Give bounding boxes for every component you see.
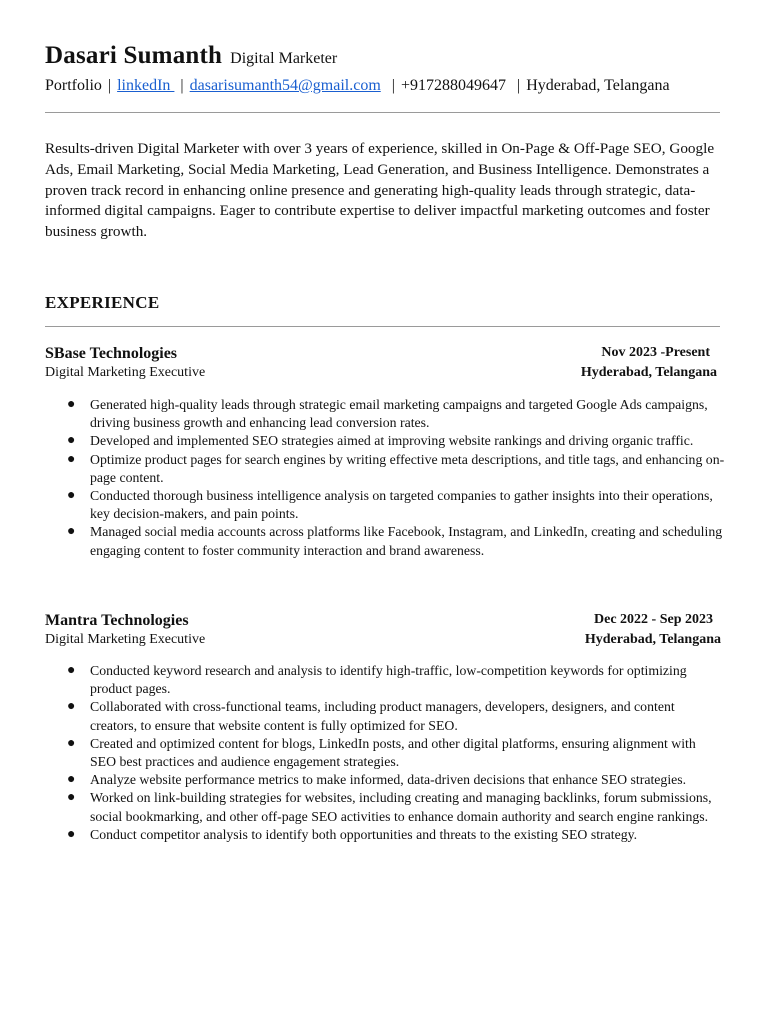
separator: | <box>391 77 395 94</box>
list-item <box>45 432 725 450</box>
bullet-icon: ● <box>67 397 76 412</box>
bullet-icon: ● <box>67 790 76 806</box>
location: Hyderabad, Telangana <box>526 77 670 94</box>
list-item <box>45 735 725 771</box>
bullet-icon: ● <box>67 735 76 751</box>
separator: | <box>107 77 112 94</box>
job-location: Hyderabad, Telangana <box>580 365 717 380</box>
job-subheader-row <box>45 632 725 652</box>
job-role: Digital Marketing Executive <box>45 632 206 647</box>
company-name: SBase Technologies <box>45 345 178 362</box>
bullet-text: Created and optimized content for blogs, LinkedIn posts, and other digital platforms, ensuring alignment with SEO best practices and audience engagement strategies. <box>90 735 696 770</box>
job-bullet-list <box>45 662 725 844</box>
job-entry <box>45 345 725 558</box>
candidate-title: Digital Marketer <box>230 50 338 67</box>
list-item <box>45 698 725 734</box>
list-item <box>45 789 725 825</box>
candidate-name: Dasari Sumanth <box>45 42 223 69</box>
job-bullet-list <box>45 396 725 560</box>
bullet-text: Optimize product pages for search engines by writing effective meta descriptions, and title tags, and enhancing on-page content. <box>90 451 725 485</box>
list-item <box>45 771 725 789</box>
bullet-icon: ● <box>67 826 76 842</box>
bullet-icon: ● <box>67 524 76 540</box>
job-entry <box>45 612 725 842</box>
bullet-icon: ● <box>67 663 76 678</box>
bullet-text: Analyze website performance metrics to make informed, data-driven decisions that enhance SEO strategies. <box>90 772 687 788</box>
contact-line <box>45 77 670 95</box>
job-dates: Nov 2023 -Present <box>601 345 710 360</box>
job-dates: Dec 2022 - Sep 2023 <box>594 612 713 627</box>
bullet-text: Developed and implemented SEO strategies aimed at improving website rankings and driving organic traffic. <box>90 433 694 449</box>
experience-divider <box>45 326 720 327</box>
list-item <box>45 662 725 698</box>
bullet-icon: ● <box>67 433 76 449</box>
job-subheader-row <box>45 365 725 385</box>
job-role: Digital Marketing Executive <box>45 365 206 380</box>
email-link[interactable]: dasarisumanth54@gmail.com <box>189 77 381 94</box>
bullet-icon: ● <box>67 451 76 467</box>
bullet-icon: ● <box>67 772 76 788</box>
experience-heading: EXPERIENCE <box>45 293 160 312</box>
bullet-icon: ● <box>67 699 76 715</box>
list-item <box>45 826 725 844</box>
professional-summary: Results-driven Digital Marketer with over 3 years of experience, skilled in On-Page & Off-Page SEO, Google Ads, Email Marketing, Social Media Marketing, Lead Generation, and Business Intelligence. Demonstrates a proven track record in enhancing online presence and generating high-quality leads through strategic, data-informed digital campaigns. Eager to contribute expertise to deliver impactful marketing outcomes and foster business growth. <box>45 140 715 241</box>
list-item <box>45 396 725 432</box>
name-title-line <box>45 42 337 70</box>
bullet-text: Conducted thorough business intelligence analysis on targeted companies to gather insights into their operations, key decision-makers, and pain points. <box>90 488 713 522</box>
job-header-row <box>45 345 725 365</box>
separator: | <box>517 77 521 94</box>
list-item <box>45 451 725 487</box>
bullet-text: Worked on link-building strategies for websites, including creating and managing backlinks, forum submissions, social bookmarking, and other off-page SEO activities to enhance domain authority and search engine rankings. <box>90 790 712 824</box>
linkedin-link[interactable]: linkedIn <box>117 77 175 94</box>
job-location: Hyderabad, Telangana <box>584 632 721 647</box>
bullet-icon: ● <box>67 488 76 504</box>
bullet-text: Conducted keyword research and analysis to identify high-traffic, low-competition keywords for optimizing product pages. <box>90 663 687 697</box>
company-name: Mantra Technologies <box>45 612 189 629</box>
bullet-text: Collaborated with cross-functional teams, including product managers, developers, designers, and content creators, to ensure that website content is fully optimized for SEO. <box>90 699 675 733</box>
separator: | <box>180 77 184 94</box>
bullet-text: Generated high-quality leads through strategic email marketing campaigns and targeted Google Ads campaigns, driving business growth and enhancing lead conversion rates. <box>90 397 708 431</box>
bullet-text: Conduct competitor analysis to identify both opportunities and threats to the existing SEO strategy. <box>90 826 638 842</box>
portfolio-label: Portfolio <box>45 77 102 94</box>
bullet-text: Managed social media accounts across platforms like Facebook, Instagram, and LinkedIn, creating and scheduling engaging content to foster community interaction and brand awareness. <box>90 524 723 558</box>
header-divider <box>45 112 720 113</box>
list-item <box>45 523 725 559</box>
list-item <box>45 487 725 523</box>
phone-number: +917288049647 <box>400 77 506 94</box>
job-header-row <box>45 612 725 632</box>
